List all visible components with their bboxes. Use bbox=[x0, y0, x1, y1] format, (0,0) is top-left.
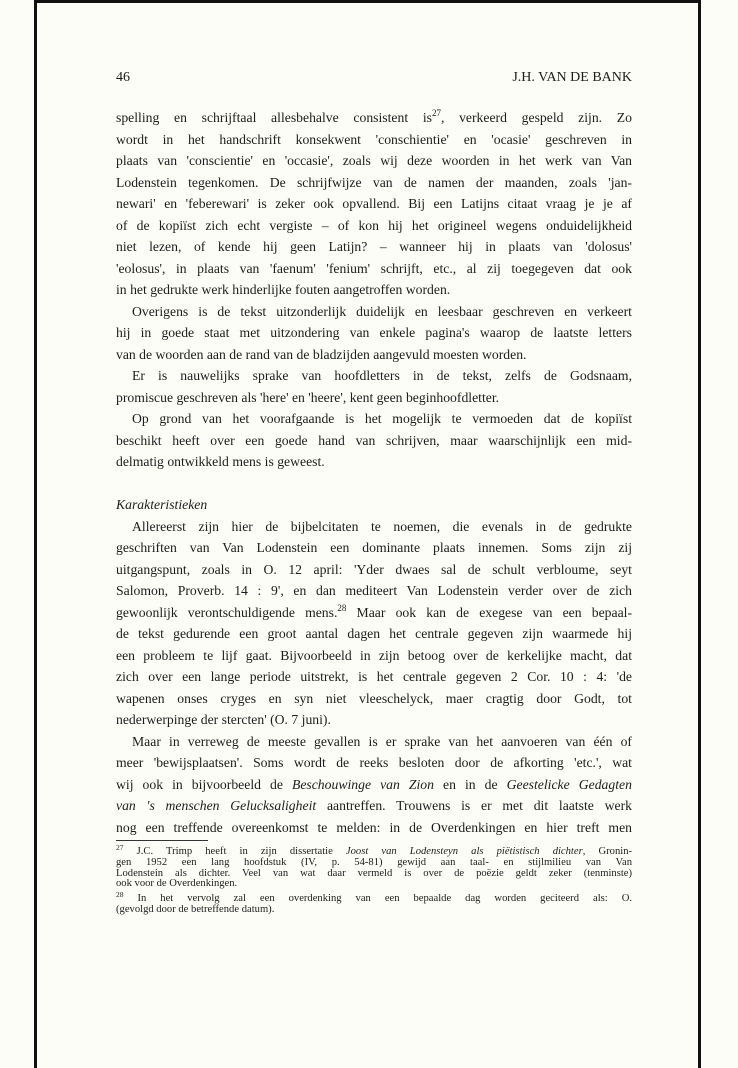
text-line bbox=[116, 666, 632, 688]
footnote-marker: 28 bbox=[337, 602, 347, 613]
text-run: of de kopiïst zich echt vergiste – of kon hij het origineel wegens onduidelijkheid bbox=[116, 217, 632, 233]
text-run: wordt in het handschrift konsekwent 'conschientie' en 'ocasie' geschreven in bbox=[116, 131, 632, 147]
text-run: (gevolgd door de betreffende datum). bbox=[116, 903, 275, 915]
text-run: Lodenstein als dichter. Veel van wat daar vermeld is over de poëzie geldt zeker (tenminste) bbox=[116, 867, 632, 879]
text-line bbox=[116, 172, 632, 194]
text-run: aantreffen. Trouwens is er met dit laatste werk bbox=[316, 798, 632, 813]
page-number: 46 bbox=[116, 70, 130, 85]
text-line bbox=[116, 301, 632, 323]
text-run: een probleem te lijf gaat. Bijvoorbeeld in zijn betoog over de kerkelijke macht, dat bbox=[116, 647, 632, 663]
scan-border-right bbox=[698, 0, 701, 1068]
text-run: Overigens is de tekst uitzonderlijk duidelijk en leesbaar geschreven en verkeert bbox=[132, 303, 632, 319]
text-line bbox=[116, 559, 632, 581]
text-run: Allereerst zijn hier de bijbelcitaten te noemen, die evenals in de gedrukte bbox=[132, 518, 632, 534]
text-run: J.C. Trimp heeft in zijn dissertatie bbox=[123, 846, 346, 857]
body-text bbox=[116, 107, 632, 838]
running-title: J.H. VAN DE BANK bbox=[512, 70, 632, 85]
text-run: Maar ook kan de exegese van een bepaal- bbox=[346, 604, 633, 620]
text-line bbox=[116, 537, 632, 559]
text-line bbox=[116, 516, 632, 538]
text-run: 'eolosus', in plaats van 'faenum' 'fenium' schrijft, etc., al zij toegegeven dat ook bbox=[116, 260, 632, 276]
text-line bbox=[116, 731, 632, 753]
footnote-marker: 27 bbox=[116, 843, 124, 852]
text-run: geschriften van Van Lodenstein een dominante plaats innemen. Soms zijn zij bbox=[116, 540, 632, 555]
text-run: de tekst gedurende een groot aantal dagen het centrale gegeven zijn waarmede hij bbox=[116, 626, 632, 641]
scan-border-left bbox=[34, 0, 37, 1068]
text-run: Op grond van het voorafgaande is het mogelijk te vermoeden dat de kopiïst bbox=[132, 411, 632, 426]
text-line bbox=[116, 688, 632, 710]
text-run: meer 'bewijsplaatsen'. Soms wordt de reeks besloten door de afkorting 'etc.', wat bbox=[116, 755, 632, 770]
text-line bbox=[116, 752, 632, 774]
italic-text: Karakteristieken bbox=[116, 497, 208, 512]
text-line bbox=[116, 107, 632, 129]
text-run: nederwerpinge der stercten' (O. 7 juni). bbox=[116, 712, 331, 727]
text-run: , verkeerd gespeld zijn. Zo bbox=[440, 110, 632, 125]
text-run: Er is nauwelijks sprake van hoofdletters in de tekst, zelfs de Godsnaam, bbox=[132, 368, 632, 383]
text-line bbox=[116, 408, 632, 430]
text-run: gen 1952 een lang hoofdstuk (IV, p. 54-81) gewijd aan taal- en stijlmilieu van Van bbox=[116, 856, 632, 868]
text-run: newari' en 'feberewari' is zeker ook opvallend. Bij een Latijns citaat vraag je je af bbox=[116, 196, 632, 211]
text-line bbox=[116, 344, 632, 366]
text-line bbox=[116, 774, 632, 796]
text-line bbox=[116, 129, 632, 151]
text-run: Lodenstein tegenkomen. De schrijfwijze van de namen der maanden, zoals 'jan- bbox=[116, 174, 632, 190]
scan-border-top bbox=[35, 0, 701, 3]
footnote-marker: 28 bbox=[116, 890, 124, 900]
text-run: , Gronin- bbox=[582, 846, 633, 857]
text-line bbox=[116, 602, 632, 624]
italic-text: Beschouwinge van Zion bbox=[291, 776, 434, 792]
text-run: in het gedrukte werk hinderlijke fouten aangetroffen worden. bbox=[116, 282, 451, 297]
footnote-separator bbox=[116, 840, 208, 841]
italic-text: Geestelicke Gedagten bbox=[506, 776, 632, 792]
text-run: Maar in verreweg de meeste gevallen is er sprake van het aanvoeren van één of bbox=[132, 733, 632, 749]
text-line bbox=[116, 193, 632, 215]
text-line bbox=[116, 258, 632, 280]
text-line bbox=[116, 473, 632, 495]
text-line bbox=[116, 365, 632, 387]
text-run: wapenen onses cryges en syn niet vleeschelyck, maer cragtig door Godt, tot bbox=[116, 690, 632, 706]
text-run: niet lezen, of kende hij geen Latijn? – wanneer hij in plaats van 'dolosus' bbox=[116, 239, 632, 254]
text-run: delmatig ontwikkeld mens is geweest. bbox=[116, 454, 325, 469]
text-line bbox=[116, 215, 632, 237]
footnote-marker: 27 bbox=[431, 108, 441, 118]
text-line bbox=[116, 645, 632, 667]
text-line bbox=[116, 430, 632, 452]
text-run: promiscue geschreven als 'here' en 'heere', kent geen beginhoofdletter. bbox=[116, 389, 500, 405]
text-line bbox=[116, 322, 632, 344]
text-line bbox=[116, 580, 632, 602]
text-line bbox=[116, 709, 632, 731]
running-header bbox=[116, 70, 632, 86]
footnotes bbox=[116, 843, 633, 916]
text-line bbox=[116, 623, 632, 645]
text-run: nog een treffende overeenkomst te melden: in de Overdenkingen en hier treft men bbox=[116, 819, 632, 835]
text-line bbox=[116, 451, 632, 473]
text-run: wij ook in bijvoorbeeld de bbox=[116, 776, 292, 792]
text-line bbox=[116, 279, 632, 301]
text-run: plaats van 'conscientie' en 'occasie', zoals wij deze woorden in het werk van Van bbox=[116, 153, 632, 168]
italic-text: Joost van Lodensteyn als piëtistisch dichter bbox=[345, 846, 583, 857]
text-run: ook voor de Overdenkingen. bbox=[116, 878, 238, 890]
text-line bbox=[116, 795, 632, 817]
text-line bbox=[116, 236, 632, 258]
text-run: In het vervolg zal een overdenking van een bepaalde dag worden geciteerd als: O. bbox=[123, 893, 632, 905]
text-run: van de woorden aan de rand van de bladzijden aangevuld moesten worden. bbox=[116, 346, 527, 362]
italic-text: van 's menschen Gelucksaligheit bbox=[116, 798, 317, 813]
text-run: zich over een lange periode uitstrekt, is het centrale gegeven 2 Cor. 10 : 4: 'de bbox=[116, 669, 632, 684]
text-line bbox=[116, 150, 632, 172]
section-heading bbox=[116, 494, 632, 516]
text-line bbox=[116, 387, 632, 409]
text-run: gewoonlijk verontschuldigende mens. bbox=[116, 604, 338, 620]
text-run: en in de bbox=[433, 776, 507, 792]
text-run: uitgangspunt, zoals in O. 12 april: 'Yder dwaes sal de schult verbloume, seyt bbox=[116, 561, 632, 577]
text-run: hij in goede staat met uitzondering van enkele pagina's waarop de laatste letters bbox=[116, 325, 632, 340]
text-run: spelling en schrijftaal allesbehalve consistent is bbox=[116, 110, 432, 125]
text-line bbox=[116, 817, 632, 839]
text-run: Salomon, Proverb. 14 : 9', en dan mediteert Van Lodenstein verder over de zich bbox=[116, 583, 632, 598]
footnote-line bbox=[116, 905, 632, 916]
text-run: beschikt heeft over een goede hand van schrijven, maar waarschijnlijk een mid- bbox=[116, 432, 632, 448]
footnote-line bbox=[116, 879, 632, 890]
